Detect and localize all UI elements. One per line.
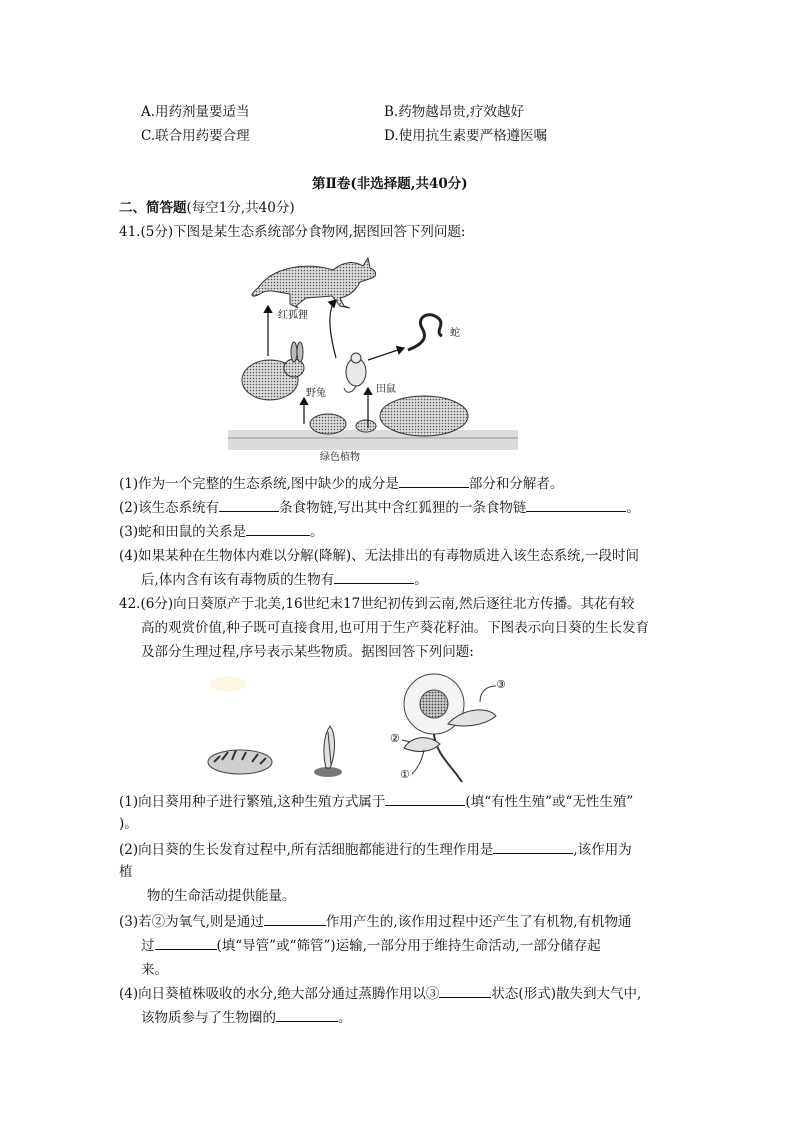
- q42-sub3: [119, 910, 632, 930]
- sunflower-figure: [200, 664, 530, 786]
- arrow-mouse-snake: [368, 348, 404, 360]
- q42-sub2-text-a: (2)向日葵的生长发育过程中,所有活细胞都能进行的生理作用是: [119, 842, 494, 858]
- q42-sub3-cont2: 来。: [141, 962, 168, 978]
- q42-sub1-text-a: (1)向日葵用种子进行繁殖,这种生殖方式属于: [119, 794, 386, 810]
- q41-sub2: [119, 496, 640, 516]
- q42-sub1-text-b: (填“有性生殖”或“无性生殖”: [465, 794, 634, 810]
- answer-blank[interactable]: [276, 1008, 338, 1022]
- q41-sub3-text-a: (3)蛇和田鼠的关系是: [119, 524, 247, 540]
- q42-sub3-text-a: (3)若②为氧气,则是通过: [119, 914, 264, 930]
- seed-pile-image: [208, 750, 272, 774]
- q42-sub2-cont: 植: [119, 864, 133, 880]
- q42-sub3-text-b: 作用产生的,该作用过程中还产生了有机物,有机物通: [325, 914, 632, 930]
- label-n2: ②: [390, 732, 400, 745]
- answer-blank[interactable]: [155, 936, 217, 950]
- answer-blank[interactable]: [385, 792, 465, 806]
- food-web-drawing: [228, 248, 518, 463]
- answer-blank[interactable]: [526, 498, 626, 512]
- q42-sub2-text-b: ,该作用为: [573, 842, 632, 858]
- q42-sub2-cont2: 物的生命活动提供能量。: [147, 888, 296, 904]
- sprout-image: [314, 726, 342, 777]
- q41-sub4-cont: [141, 568, 428, 588]
- q42-sub2: [119, 838, 632, 858]
- q42-sub4-cont: [141, 1006, 352, 1026]
- q41-sub4-text-b: 后,体内含有该有毒物质的生物有: [141, 572, 335, 588]
- q42-sub4-text-a: (4)向日葵植株吸收的水分,绝大部分通过蒸腾作用以③: [119, 986, 440, 1002]
- q41-sub1-text-a: (1)作为一个完整的生态系统,图中缺少的成分是: [119, 476, 399, 492]
- section-title: 第Ⅱ卷(非选择题,共40分): [312, 176, 468, 192]
- snake-image: [408, 315, 442, 350]
- label-n1: ①: [400, 768, 410, 781]
- callout-3: [480, 686, 496, 702]
- q41-sub2-text-a: (2)该生态系统有: [119, 500, 220, 516]
- answer-blank[interactable]: [399, 474, 469, 488]
- q41-sub1-text-b: 部分和分解者。: [468, 476, 564, 492]
- section-heading-note: (每空1分,共40分): [186, 200, 295, 216]
- q42-sub4-text-b: 状态(形式)散失到大气中,: [491, 986, 642, 1002]
- section-heading: [119, 196, 295, 216]
- q42-sub3-text-d: (填“导管”或“筛管”)运输,一部分用于维持生命活动,一部分储存起: [216, 938, 601, 954]
- option-d: D.使用抗生素要严格遵医嘱: [384, 128, 548, 144]
- q41-sub4-text-c: 。: [414, 572, 428, 588]
- arrow-mouse-fox: [330, 300, 336, 358]
- rabbit-image: [242, 342, 304, 400]
- option-a: A.用药剂量要适当: [141, 104, 250, 120]
- section-heading-label: 二、简答题: [119, 200, 187, 216]
- q42-stem-line3: 及部分生理过程,序号表示某些物质。据图回答下列问题:: [141, 644, 474, 660]
- label-plants: 绿色植物: [320, 452, 360, 463]
- callout-1: [412, 750, 424, 774]
- q42-sub4-text-c: 该物质参与了生物圈的: [141, 1010, 276, 1026]
- label-mouse: 田鼠: [376, 384, 396, 395]
- q41-stem: 41.(5分)下图是某生态系统部分食物网,据图回答下列问题:: [119, 224, 466, 240]
- q42-stem-line1: 42.(6分)向日葵原产于北美,16世纪末17世纪初传到云南,然后逐往北方传播。其花有较: [119, 596, 635, 612]
- q42-sub1-cont: )。: [119, 816, 138, 832]
- answer-blank[interactable]: [334, 570, 414, 584]
- label-snake: 蛇: [450, 328, 460, 339]
- q41-sub4: (4)如果某种在生物体内难以分解(降解)、无法排出的有毒物质进入该生态系统,一段时间: [119, 548, 639, 564]
- q41-sub3: [119, 520, 324, 540]
- q41-sub1: [119, 472, 563, 492]
- q42-stem-line2: 高的观赏价值,种子既可直接食用,也可用于生产葵花籽油。下图表示向日葵的生长发育: [141, 620, 650, 636]
- fox-image: [252, 258, 376, 308]
- answer-blank[interactable]: [493, 840, 573, 854]
- option-c: C.联合用药要合理: [141, 128, 250, 144]
- label-n3: ③: [496, 678, 506, 691]
- food-web-figure: [228, 248, 518, 463]
- label-fox: 红狐狸: [278, 310, 308, 321]
- q42-sub4-text-d: 。: [338, 1010, 352, 1026]
- callout-2: [402, 740, 410, 742]
- label-rabbit: 野兔: [306, 388, 326, 399]
- q41-sub2-text-c: 。: [626, 500, 640, 516]
- mouse-image: [344, 353, 366, 392]
- answer-blank[interactable]: [219, 498, 279, 512]
- q42-sub3-cont: [141, 934, 601, 954]
- answer-blank[interactable]: [246, 522, 310, 536]
- q42-sub1: [119, 790, 633, 810]
- answer-blank[interactable]: [439, 984, 491, 998]
- answer-blank[interactable]: [264, 912, 326, 926]
- q42-sub4: [119, 982, 641, 1002]
- plants-image: [228, 396, 518, 450]
- q41-sub3-text-b: 。: [310, 524, 324, 540]
- q42-sub3-text-c: 过: [141, 938, 155, 954]
- sunflower-drawing: [200, 664, 530, 786]
- option-b: B.药物越昂贵,疗效越好: [384, 104, 525, 120]
- q41-sub2-text-b: 条食物链,写出其中含红狐狸的一条食物链: [279, 500, 527, 516]
